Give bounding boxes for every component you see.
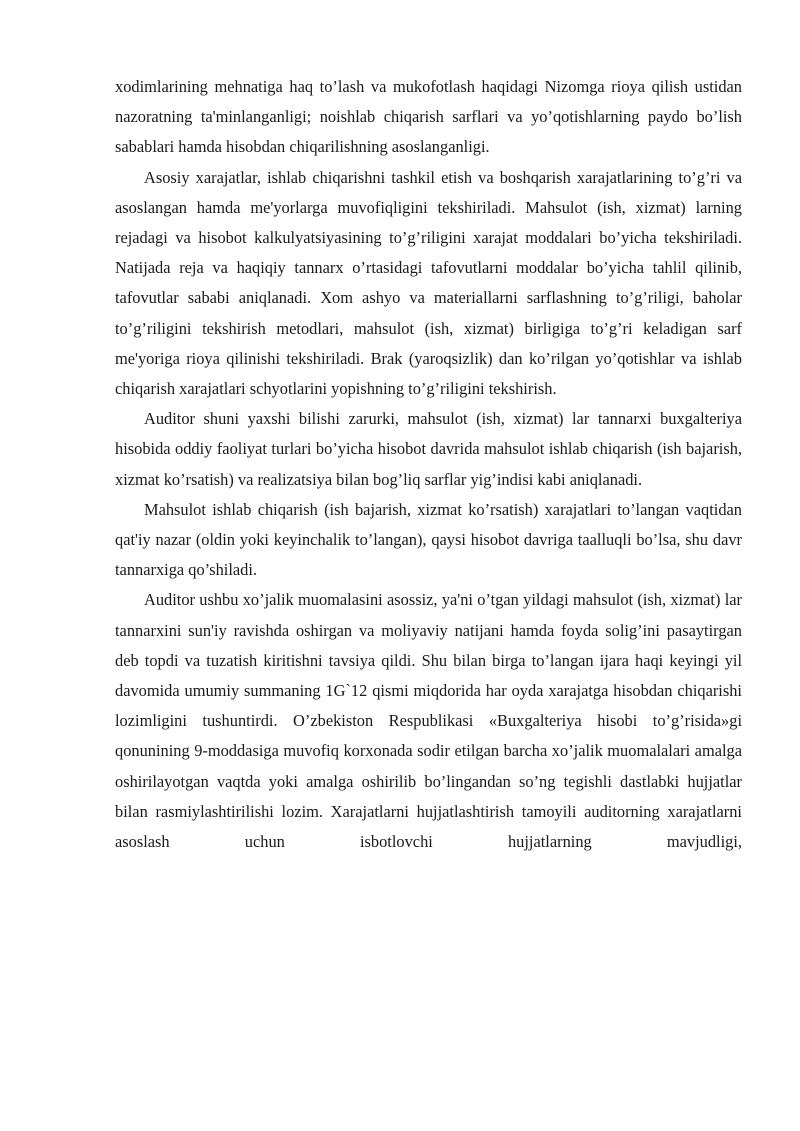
paragraph-costs-check: Asosiy xarajatlar, ishlab chiqarishni tashkil etish va boshqarish xarajatlarining to’g’ri va asoslangan hamda me'yorlarga muvofiqligini tekshiriladi. Mahsulot (ish, xizmat) larning rejadagi va hisobot kalkulyatsiyasining to’g’riligini xarajat moddalari bo’yicha tekshiriladi. Natijada reja va haqiqiy tannarx o’rtasidagi tafovutlarni moddalar bo’yicha tahlil qilinib, tafovutlar sababi aniqlanadi. Xom ashyo va materiallarni sarflashning to’g’riligi, baholar to’g’riligini tekshirish metodlari, mahsulot (ish, xizmat) birligiga to’g’ri keladigan sarf me'yoriga rioya qilinishi tekshiriladi. Brak (yaroqsizlik) dan ko’rilgan yo’qotishlar va ishlab chiqarish xarajatlari schyotlarini yopishning to’g’riligini tekshirish. — [115, 167, 742, 399]
paragraph-continuation: xodimlarining mehnatiga haq to’lash va mukofotlash haqidagi Nizomga rioya qilish ustidan nazoratning ta'minlanganligi; noishlab chiqarish sarflari va yo’qotishlarning paydo bo’lish sabablari hamda hisobdan chiqarilishning asoslanganligi. — [115, 77, 742, 157]
paragraph-production-expenses: Mahsulot ishlab chiqarish (ish bajarish, xizmat ko’rsatish) xarajatlari to’langan vaqtidan qat'iy nazar (oldin yoki keyinchalik to’langan), qaysi hisobot davriga taalluqli bo’lsa, shu davr tannarxiga qo’shiladi. — [115, 499, 742, 580]
document-page — [115, 72, 742, 857]
paragraph-auditor-transaction: Auditor ushbu xo’jalik muomalasini asossiz, ya'ni o’tgan yildagi mahsulot (ish, xizmat) lar tannarxini sun'iy ravishda oshirgan va moliyaviy natijani hamda foyda solig’ini pasaytirgan deb topdi va tuzatish kiritishni tavsiya qildi. Shu bilan birga to’langan ijara haqi keyingi yil davomida umumiy summaning 1G`12 qismi miqdorida har oyda xarajatga hisobdan chiqarishi lozimligini tushuntirdi. O’zbekiston Respublikasi «Buxgalteriya hisobi to’g’risida»gi qonunining 9-moddasiga muvofiq korxonada sodir etilgan barcha xo’jalik muomalalari amalga oshirilayotgan vaqtda yoki amalga oshirilib bo’lingandan so’ng tegishli dastlabki hujjatlar bilan rasmiylashtirilishi lozim. Xarajatlarni hujjatlashtirish tamoyili auditorning xarajatlarni asoslash uchun isbotlovchi hujjatlarning mavjudligi, — [115, 590, 742, 852]
paragraph-auditor-cost-price: Auditor shuni yaxshi bilishi zarurki, mahsulot (ish, xizmat) lar tannarxi buxgalteriya hisobida oddiy faoliyat turlari bo’yicha hisobot davrida mahsulot ishlab chiqarish (ish bajarish, xizmat ko’rsatish) va realizatsiya bilan bog’liq sarflar yig’indisi kabi aniqlanadi. — [115, 409, 742, 489]
